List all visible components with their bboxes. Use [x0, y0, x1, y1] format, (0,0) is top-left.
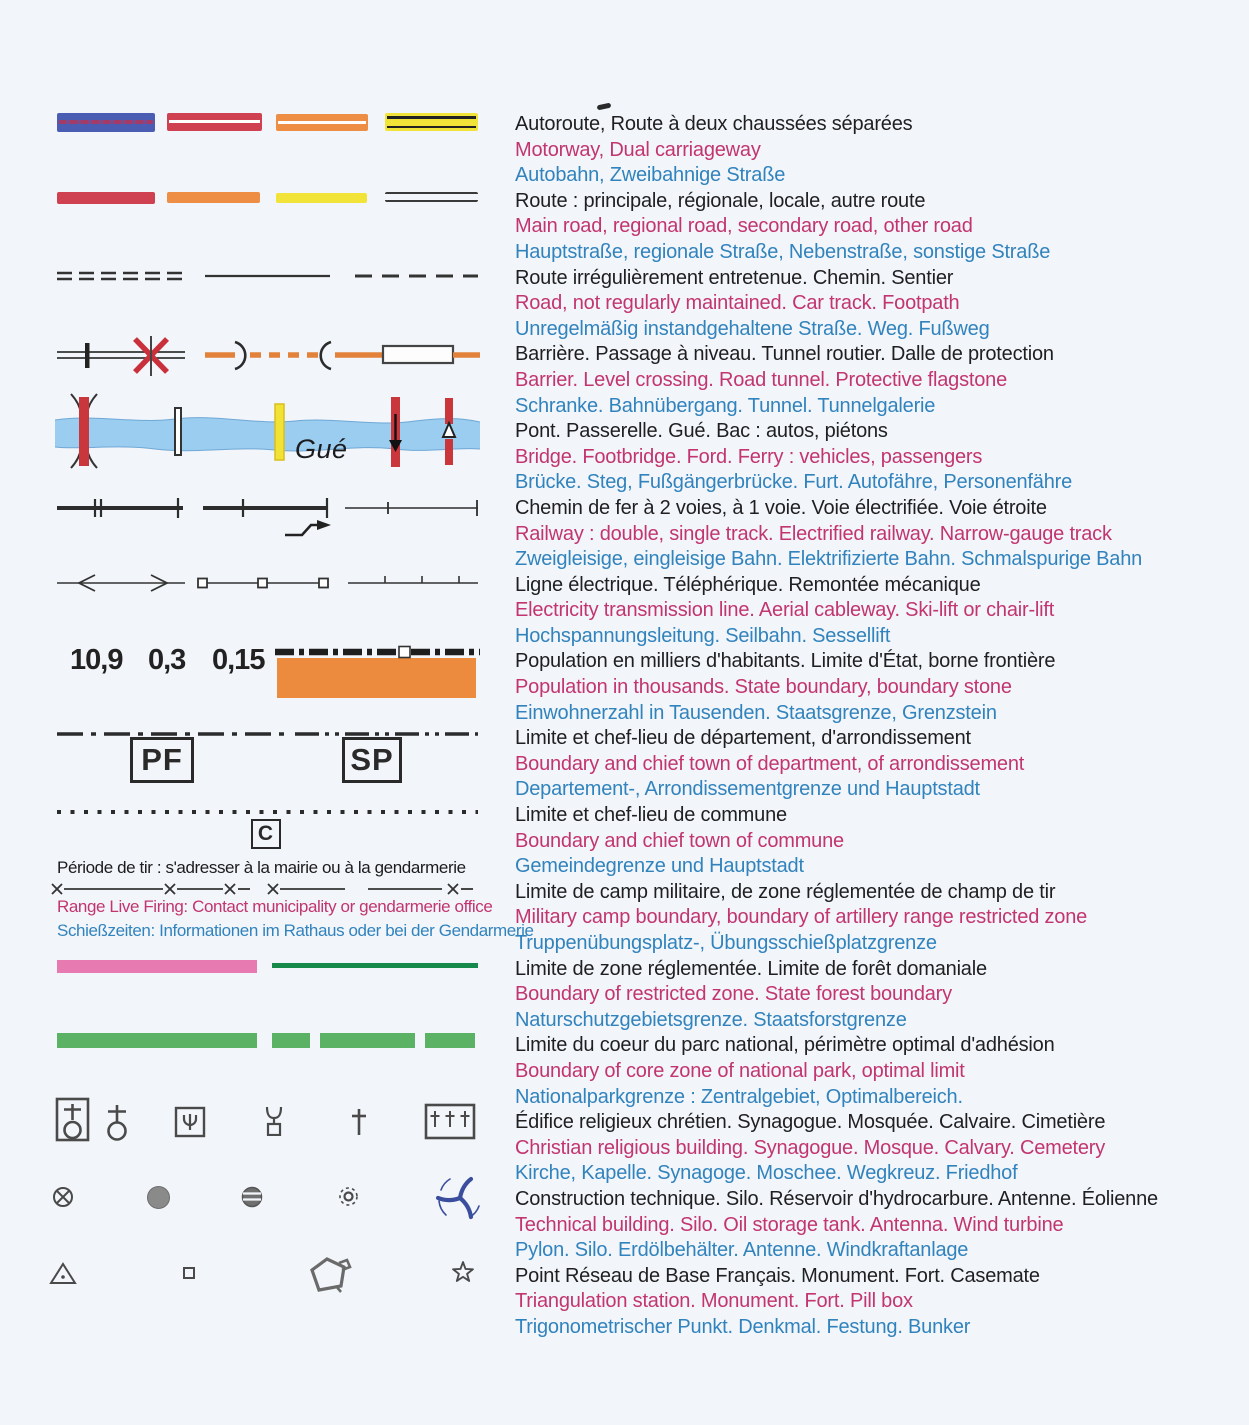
other-road-band-icon — [385, 192, 478, 202]
legend-line-en: Boundary of restricted zone. State forest boundary — [515, 983, 952, 1006]
department-box-label: PF — [141, 742, 183, 777]
legend-line-en: Motorway, Dual carriageway — [515, 138, 761, 161]
legend-line-en: Boundary and chief town of commune — [515, 829, 844, 852]
department-chief-town-box — [130, 737, 194, 783]
ford-label: Gué — [295, 434, 348, 464]
legend-line-en: Boundary of core zone of national park, optimal limit — [515, 1059, 965, 1082]
legend-group-national-park — [515, 1033, 1249, 1110]
legend-group-religious — [515, 1110, 1249, 1187]
mosque-icon — [264, 1106, 284, 1136]
legend-line-de: Truppenübungsplatz-, Übungsschießplatzgrenze — [515, 932, 937, 954]
legend-line-fr: Barrière. Passage à niveau. Tunnel routier. Dalle de protection — [515, 343, 1054, 366]
legend-line-de: Naturschutzgebietsgrenze. Staatsforstgrenze — [515, 1008, 907, 1031]
chapel-icon — [103, 1103, 131, 1143]
department-boundary-line-icon — [55, 728, 480, 740]
legend-line-en: Railway : double, single track. Electrified railway. Narrow-gauge track — [515, 522, 1112, 545]
fort-icon — [306, 1255, 352, 1295]
legend-group-barrier-tunnel — [515, 342, 1249, 419]
barrier-tick — [85, 343, 90, 368]
national-park-band-icon — [320, 1033, 415, 1048]
legend-line-en: Christian religious building. Synagogue. Mosque. Calvary. Cemetery — [515, 1136, 1106, 1159]
commune-boundary-line-icon — [55, 806, 480, 818]
secondary-road-band-icon — [276, 193, 367, 203]
legend-line-en: Main road, regional road, secondary road, other road — [515, 215, 973, 238]
motorway-band-icon — [57, 113, 155, 132]
passenger-ferry-icon — [443, 398, 455, 465]
arrondissement-box-label: SP — [350, 742, 394, 777]
legend-line-de: Zweigleisige, eingleisige Bahn. Elektrifizierte Bahn. Schmalspurige Bahn — [515, 548, 1143, 571]
monument-icon — [183, 1267, 195, 1279]
population-value-2: 0,3 — [148, 644, 186, 676]
ford-icon — [275, 404, 284, 460]
legend-line-en: Military camp boundary, boundary of artillery range restricted zone — [515, 906, 1088, 929]
oil-tank-icon — [240, 1185, 264, 1209]
legend-group-geodetic — [515, 1264, 1249, 1341]
triangulation-station-icon — [49, 1261, 77, 1286]
legend-line-fr: Route irrégulièrement entretenue. Chemin. Sentier — [515, 266, 954, 289]
legend-group-cables — [515, 573, 1249, 650]
river-band — [55, 418, 480, 451]
legend-line-fr: Point Réseau de Base Français. Monument. Fort. Casemate — [515, 1264, 1040, 1287]
arrondissement-chief-town-box — [342, 737, 402, 783]
legend-line-fr: Limite et chef-lieu de commune — [515, 804, 787, 827]
legend-group-department-boundary — [515, 726, 1249, 803]
legend-line-de: Hochspannungsleitung. Seilbahn. Sessellift — [515, 624, 891, 647]
legend-group-railways — [515, 496, 1249, 573]
population-value-1: 10,9 — [70, 644, 123, 676]
legend-line-en: Population in thousands. State boundary, boundary stone — [515, 676, 1012, 699]
legend-group-technical — [515, 1187, 1249, 1264]
legend-line-fr: Pont. Passerelle. Gué. Bac : autos, piétons — [515, 420, 888, 443]
pylon-icon — [51, 1185, 75, 1209]
legend-line-en: Technical building. Silo. Oil storage tank. Antenna. Wind turbine — [515, 1213, 1064, 1236]
wind-turbine-icon — [436, 1174, 484, 1222]
legend-line-fr: Limite de camp militaire, de zone réglementée de champ de tir — [515, 880, 1056, 903]
silo-icon — [147, 1186, 170, 1209]
legend-group-restricted-forest — [515, 957, 1249, 1034]
railway-lines-icon — [55, 496, 480, 540]
state-forest-line-icon — [272, 963, 478, 968]
main-road-band-icon — [57, 192, 155, 204]
boundary-stone-icon — [399, 647, 410, 658]
national-park-band-icon — [57, 1033, 257, 1048]
legend-line-en: Barrier. Level crossing. Road tunnel. Protective flagstone — [515, 368, 1008, 391]
legend-line-fr: Autoroute, Route à deux chaussées séparées — [515, 113, 913, 135]
firing-note-en: Range Live Firing: Contact municipality or gendarmerie office — [57, 897, 493, 916]
electrified-arrow — [285, 520, 331, 535]
legend-group-tracks — [515, 266, 1249, 343]
regional-road-band-icon — [167, 192, 260, 203]
legend-group-roads — [515, 189, 1249, 266]
legend-group-bridges — [515, 419, 1249, 496]
legend-line-fr: Limite de zone réglementée. Limite de forêt domaniale — [515, 957, 987, 980]
legend-line-de: Hauptstraße, regionale Straße, Nebenstraße, sonstige Straße — [515, 240, 1051, 263]
national-park-band-icon — [272, 1033, 310, 1048]
legend-line-fr: Chemin de fer à 2 voies, à 1 voie. Voie électrifiée. Voie étroite — [515, 496, 1047, 519]
commune-chief-town-box — [251, 819, 281, 849]
pill-box-icon — [451, 1261, 475, 1284]
legend-line-de: Autobahn, Zweibahnige Straße — [515, 164, 786, 187]
military-boundary-line-icon — [50, 880, 485, 898]
track-footpath-lines-icon — [55, 266, 480, 288]
legend-line-fr: Route : principale, régionale, locale, autre route — [515, 189, 926, 212]
river-crossings-icon — [55, 392, 480, 474]
church-icon — [55, 1097, 97, 1143]
population-value-3: 0,15 — [212, 644, 265, 676]
legend-line-de: Unregelmäßig instandgehaltene Straße. Weg. Fußweg — [515, 317, 990, 340]
legend-line-de: Einwohnerzahl in Tausenden. Staatsgrenze, Grenzstein — [515, 701, 997, 724]
legend-line-fr: Population en milliers d'habitants. Limite d'État, borne frontière — [515, 650, 1056, 673]
legend-line-de: Brücke. Steg, Fußgängerbrücke. Furt. Autofähre, Personenfähre — [515, 471, 1072, 494]
restricted-zone-band-icon — [57, 960, 257, 973]
calvary-cross-icon — [350, 1108, 368, 1136]
firing-note-de: Schießzeiten: Informationen im Rathaus oder bei der Gendarmerie — [57, 921, 534, 940]
legend-line-en: Triangulation station. Monument. Fort. Pill box — [515, 1290, 913, 1313]
synagogue-icon — [174, 1106, 206, 1138]
legend-line-de: Trigonometrischer Punkt. Denkmal. Festung. Bunker — [515, 1315, 971, 1338]
legend-line-en: Boundary and chief town of department, of arrondissement — [515, 752, 1025, 775]
legend-text-column — [515, 112, 1249, 1341]
legend-group-military-boundary — [515, 880, 1249, 957]
state-boundary-line-icon — [275, 645, 480, 660]
legend-line-de: Nationalparkgrenze : Zentralgebiet, Optimalbereich. — [515, 1085, 963, 1108]
state-boundary-fill — [277, 658, 476, 698]
barrier-crossing-tunnel-icon — [55, 336, 480, 378]
legend-line-en: Bridge. Footbridge. Ford. Ferry : vehicles, passengers — [515, 445, 983, 468]
scan-speck — [597, 103, 612, 111]
legend-line-en: Electricity transmission line. Aerial cableway. Ski-lift or chair-lift — [515, 599, 1055, 622]
legend-line-en: Road, not regularly maintained. Car track. Footpath — [515, 292, 960, 315]
legend-line-fr: Édifice religieux chrétien. Synagogue. Mosquée. Calvaire. Cimetière — [515, 1111, 1106, 1134]
legend-line-de: Pylon. Silo. Erdölbehälter. Antenne. Windkraftanlage — [515, 1239, 969, 1262]
dual-carriageway-orange-band-icon — [276, 114, 368, 131]
legend-line-fr: Construction technique. Silo. Réservoir d'hydrocarbure. Antenne. Éolienne — [515, 1187, 1158, 1210]
dual-carriageway-yellow-band-icon — [385, 113, 478, 131]
legend-group-population-state-boundary — [515, 649, 1249, 726]
cemetery-icon — [424, 1103, 476, 1140]
firing-note-fr: Période de tir : s'adresser à la mairie ou à la gendarmerie — [57, 858, 466, 877]
legend-line-fr: Limite du coeur du parc national, périmètre optimal d'adhésion — [515, 1034, 1055, 1057]
legend-line-de: Schranke. Bahnübergang. Tunnel. Tunnelgalerie — [515, 394, 936, 417]
dual-carriageway-red-band-icon — [167, 113, 262, 131]
antenna-icon — [337, 1185, 360, 1208]
national-park-band-icon — [425, 1033, 475, 1048]
footbridge-icon — [175, 408, 181, 455]
legend-line-de: Kirche, Kapelle. Synagoge. Moschee. Wegkreuz. Friedhof — [515, 1162, 1018, 1185]
commune-box-label: C — [257, 822, 275, 845]
legend-group-commune-boundary — [515, 803, 1249, 880]
legend-line-de: Gemeindegrenze und Hauptstadt — [515, 855, 804, 878]
legend-group-roads-motorway — [515, 112, 1249, 189]
legend-line-fr: Limite et chef-lieu de département, d'arrondissement — [515, 727, 971, 750]
cable-lines-icon — [55, 570, 480, 596]
legend-line-fr: Ligne électrique. Téléphérique. Remontée mécanique — [515, 573, 981, 596]
legend-line-de: Departement-, Arrondissementgrenze und Hauptstadt — [515, 778, 980, 801]
